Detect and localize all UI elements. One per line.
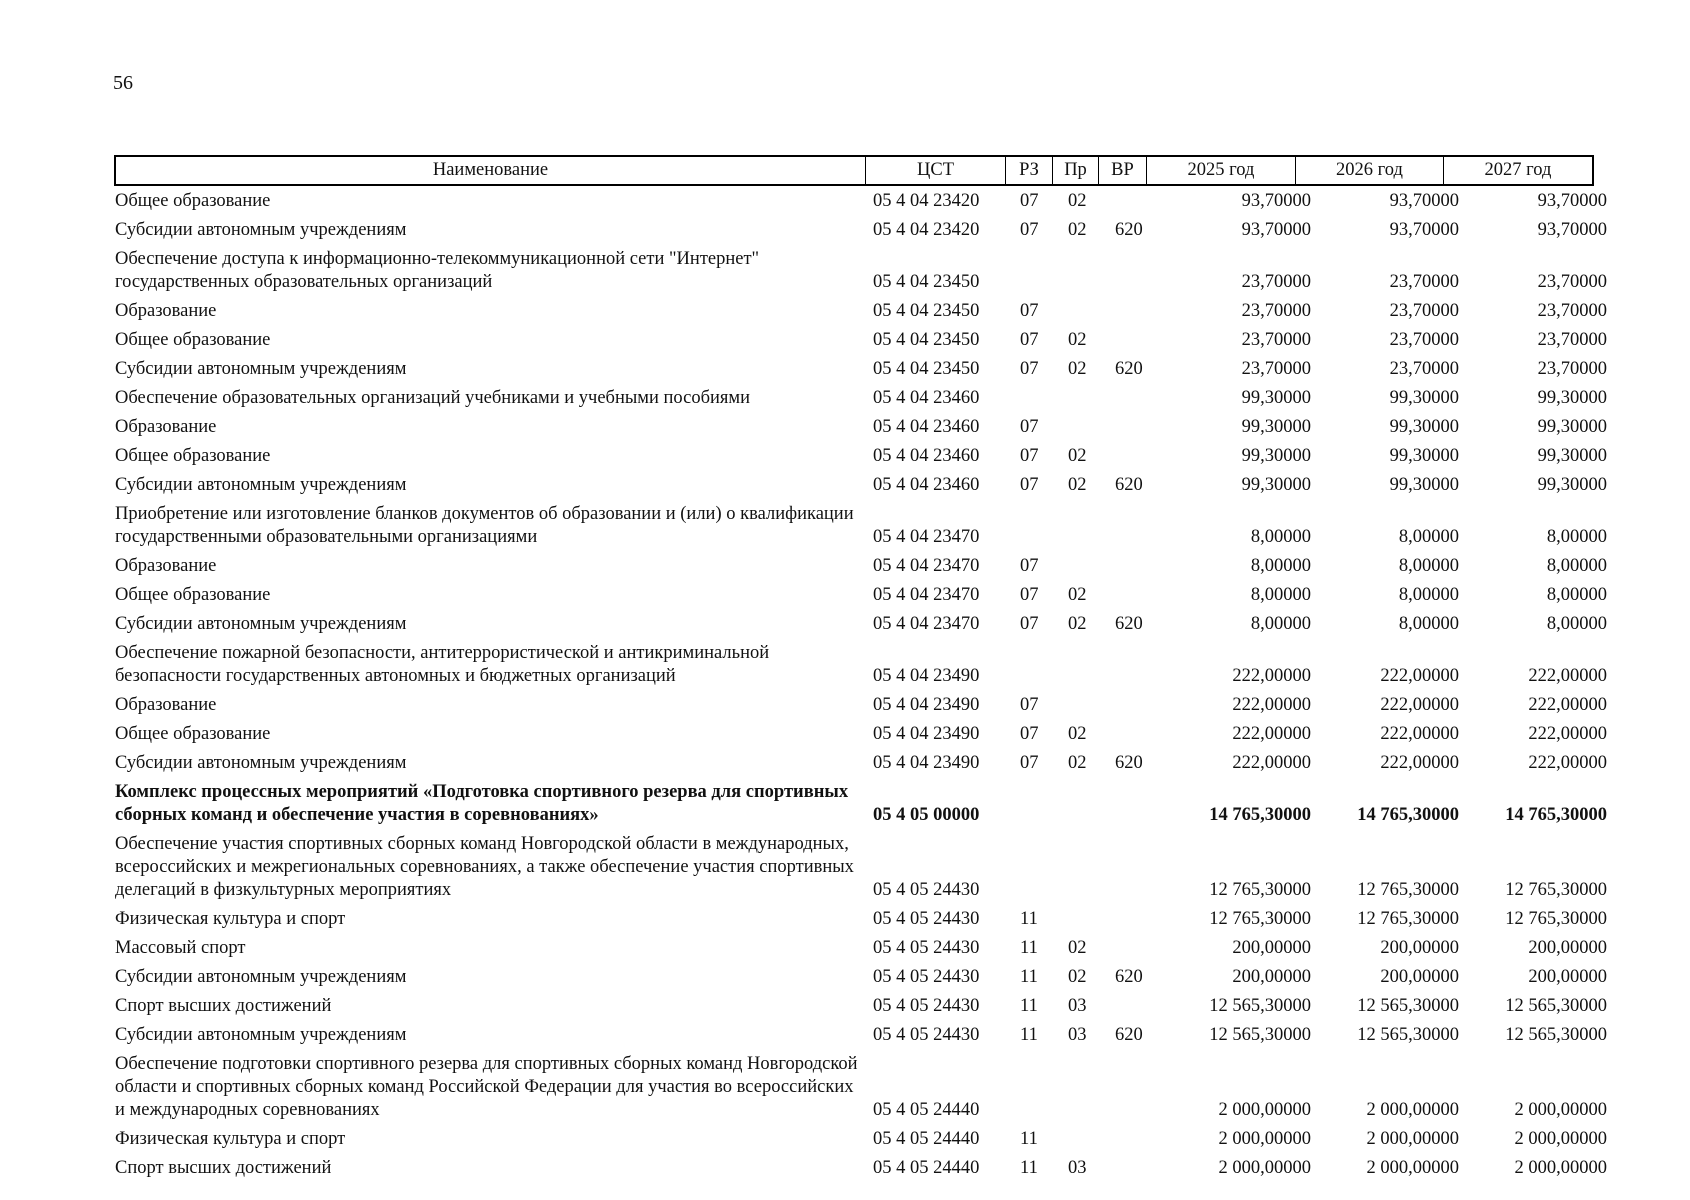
cell-cst: 05 4 04 23460 bbox=[873, 446, 980, 466]
cell-2027: 12 565,30000 bbox=[1505, 996, 1607, 1016]
table-row bbox=[115, 752, 1607, 781]
row-name: Массовый спорт bbox=[115, 938, 246, 958]
cell-cst: 05 4 05 24430 bbox=[873, 880, 980, 900]
cell-pr: 02 bbox=[1068, 938, 1087, 958]
cell-2027: 8,00000 bbox=[1546, 585, 1607, 605]
table-row bbox=[115, 190, 1607, 219]
cell-pr: 02 bbox=[1068, 359, 1087, 379]
cell-rz: 11 bbox=[1020, 1129, 1038, 1149]
cell-vr: 620 bbox=[1115, 614, 1143, 634]
cell-cst: 05 4 04 23450 bbox=[873, 272, 980, 292]
cell-cst: 05 4 04 23450 bbox=[873, 330, 980, 350]
cell-rz: 07 bbox=[1020, 220, 1039, 240]
row-name: Обеспечение участия спортивных сборных команд Новгородской области в международных, всероссийских и межрегиональных соревнованиях, а также обеспечение участия спортивных делегаций в физкультурных мероприятиях bbox=[115, 834, 854, 900]
row-name: Физическая культура и спорт bbox=[115, 1129, 346, 1149]
cell-pr: 03 bbox=[1068, 1025, 1087, 1045]
cell-2025: 8,00000 bbox=[1250, 614, 1311, 634]
header-name: Наименование bbox=[116, 157, 866, 185]
cell-rz: 07 bbox=[1020, 585, 1039, 605]
cell-2027: 200,00000 bbox=[1528, 967, 1607, 987]
row-name: Субсидии автономным учреждениям bbox=[115, 967, 407, 987]
cell-2026: 222,00000 bbox=[1380, 753, 1459, 773]
cell-2027: 23,70000 bbox=[1537, 330, 1607, 350]
header-2026: 2026 год bbox=[1296, 157, 1444, 185]
cell-2026: 8,00000 bbox=[1398, 527, 1459, 547]
cell-pr: 03 bbox=[1068, 1158, 1087, 1178]
row-name: Субсидии автономным учреждениям bbox=[115, 753, 407, 773]
cell-2026: 200,00000 bbox=[1380, 967, 1459, 987]
cell-2027: 14 765,30000 bbox=[1505, 805, 1607, 825]
cell-cst: 05 4 04 23460 bbox=[873, 388, 980, 408]
table-row bbox=[115, 995, 1607, 1024]
cell-pr: 02 bbox=[1068, 967, 1087, 987]
cell-pr: 02 bbox=[1068, 220, 1087, 240]
cell-cst: 05 4 04 23470 bbox=[873, 556, 980, 576]
cell-rz: 07 bbox=[1020, 556, 1039, 576]
cell-rz: 07 bbox=[1020, 724, 1039, 744]
cell-2026: 222,00000 bbox=[1380, 666, 1459, 686]
row-name: Образование bbox=[115, 301, 217, 321]
cell-cst: 05 4 05 24440 bbox=[873, 1129, 980, 1149]
cell-2027: 12 565,30000 bbox=[1505, 1025, 1607, 1045]
cell-2026: 99,30000 bbox=[1389, 446, 1459, 466]
cell-pr: 02 bbox=[1068, 475, 1087, 495]
cell-2025: 23,70000 bbox=[1241, 330, 1311, 350]
cell-2026: 222,00000 bbox=[1380, 695, 1459, 715]
row-name: Обеспечение подготовки спортивного резерва для спортивных сборных команд Новгородской области и спортивных сборных команд Российской Федерации для участия во всероссийских и международных соревнованиях bbox=[115, 1054, 858, 1120]
cell-2025: 23,70000 bbox=[1241, 272, 1311, 292]
table-row bbox=[115, 445, 1607, 474]
cell-vr: 620 bbox=[1115, 1025, 1143, 1045]
row-name: Субсидии автономным учреждениям bbox=[115, 220, 407, 240]
row-name: Спорт высших достижений bbox=[115, 996, 332, 1016]
cell-2025: 93,70000 bbox=[1241, 220, 1311, 240]
cell-2027: 8,00000 bbox=[1546, 614, 1607, 634]
table-row bbox=[115, 358, 1607, 387]
table-row bbox=[115, 1024, 1607, 1053]
table-row bbox=[115, 584, 1607, 613]
cell-2025: 2 000,00000 bbox=[1218, 1158, 1311, 1178]
cell-cst: 05 4 04 23460 bbox=[873, 417, 980, 437]
cell-2026: 8,00000 bbox=[1398, 585, 1459, 605]
cell-cst: 05 4 04 23420 bbox=[873, 191, 980, 211]
cell-cst: 05 4 05 24430 bbox=[873, 909, 980, 929]
cell-cst: 05 4 04 23470 bbox=[873, 614, 980, 634]
cell-2026: 23,70000 bbox=[1389, 330, 1459, 350]
cell-2026: 2 000,00000 bbox=[1366, 1158, 1459, 1178]
cell-2025: 12 565,30000 bbox=[1209, 1025, 1311, 1045]
cell-2025: 8,00000 bbox=[1250, 585, 1311, 605]
cell-pr: 02 bbox=[1068, 585, 1087, 605]
cell-cst: 05 4 04 23490 bbox=[873, 666, 980, 686]
row-name: Общее образование bbox=[115, 724, 271, 744]
cell-2027: 99,30000 bbox=[1537, 388, 1607, 408]
cell-pr: 02 bbox=[1068, 446, 1087, 466]
table-row bbox=[115, 908, 1607, 937]
cell-2027: 2 000,00000 bbox=[1514, 1129, 1607, 1149]
cell-2025: 222,00000 bbox=[1232, 695, 1311, 715]
table-header bbox=[115, 156, 1593, 185]
cell-2026: 12 765,30000 bbox=[1357, 909, 1459, 929]
cell-cst: 05 4 05 24440 bbox=[873, 1100, 980, 1120]
cell-rz: 11 bbox=[1020, 1025, 1038, 1045]
cell-2026: 93,70000 bbox=[1389, 191, 1459, 211]
cell-rz: 07 bbox=[1020, 695, 1039, 715]
cell-2027: 12 765,30000 bbox=[1505, 880, 1607, 900]
cell-2026: 12 765,30000 bbox=[1357, 880, 1459, 900]
table-row bbox=[115, 937, 1607, 966]
cell-cst: 05 4 05 24430 bbox=[873, 996, 980, 1016]
cell-vr: 620 bbox=[1115, 475, 1143, 495]
cell-2026: 23,70000 bbox=[1389, 272, 1459, 292]
cell-rz: 07 bbox=[1020, 475, 1039, 495]
cell-rz: 11 bbox=[1020, 909, 1038, 929]
cell-rz: 07 bbox=[1020, 359, 1039, 379]
cell-vr: 620 bbox=[1115, 220, 1143, 240]
cell-2027: 200,00000 bbox=[1528, 938, 1607, 958]
table-row bbox=[115, 416, 1607, 445]
cell-2026: 2 000,00000 bbox=[1366, 1129, 1459, 1149]
header-2027: 2027 год bbox=[1444, 157, 1593, 185]
row-name: Обеспечение доступа к информационно-телекоммуникационной сети "Интернет" государственных образовательных организаций bbox=[115, 249, 760, 292]
table-row bbox=[115, 219, 1607, 248]
cell-2026: 12 565,30000 bbox=[1357, 996, 1459, 1016]
table-row bbox=[115, 833, 1607, 908]
header-2025: 2025 год bbox=[1147, 157, 1296, 185]
row-name: Обеспечение образовательных организаций учебниками и учебными пособиями bbox=[115, 388, 751, 408]
cell-2027: 93,70000 bbox=[1537, 220, 1607, 240]
cell-2027: 23,70000 bbox=[1537, 272, 1607, 292]
cell-2025: 99,30000 bbox=[1241, 417, 1311, 437]
table-row bbox=[115, 329, 1607, 358]
cell-2025: 99,30000 bbox=[1241, 475, 1311, 495]
cell-2025: 12 565,30000 bbox=[1209, 996, 1311, 1016]
cell-2025: 12 765,30000 bbox=[1209, 880, 1311, 900]
cell-2026: 222,00000 bbox=[1380, 724, 1459, 744]
cell-cst: 05 4 04 23490 bbox=[873, 695, 980, 715]
cell-rz: 07 bbox=[1020, 753, 1039, 773]
cell-2025: 8,00000 bbox=[1250, 556, 1311, 576]
row-name: Субсидии автономным учреждениям bbox=[115, 475, 407, 495]
cell-2025: 12 765,30000 bbox=[1209, 909, 1311, 929]
table-row bbox=[115, 781, 1607, 833]
cell-cst: 05 4 04 23450 bbox=[873, 301, 980, 321]
cell-pr: 02 bbox=[1068, 330, 1087, 350]
cell-2026: 200,00000 bbox=[1380, 938, 1459, 958]
row-name: Образование bbox=[115, 695, 217, 715]
cell-2025: 200,00000 bbox=[1232, 967, 1311, 987]
cell-pr: 03 bbox=[1068, 996, 1087, 1016]
cell-2025: 99,30000 bbox=[1241, 446, 1311, 466]
cell-2025: 93,70000 bbox=[1241, 191, 1311, 211]
cell-pr: 02 bbox=[1068, 191, 1087, 211]
header-cst: ЦСТ bbox=[866, 157, 1006, 185]
cell-2026: 8,00000 bbox=[1398, 614, 1459, 634]
table-row bbox=[115, 966, 1607, 995]
cell-2025: 23,70000 bbox=[1241, 359, 1311, 379]
cell-rz: 11 bbox=[1020, 938, 1038, 958]
row-name: Комплекс процессных мероприятий «Подготовка спортивного резерва для спортивных сборных команд и обеспечение участия в соревнованиях» bbox=[115, 782, 849, 825]
cell-2027: 222,00000 bbox=[1528, 753, 1607, 773]
cell-2025: 23,70000 bbox=[1241, 301, 1311, 321]
cell-2027: 99,30000 bbox=[1537, 446, 1607, 466]
row-name: Общее образование bbox=[115, 585, 271, 605]
cell-cst: 05 4 05 24430 bbox=[873, 1025, 980, 1045]
cell-2025: 222,00000 bbox=[1232, 753, 1311, 773]
row-name: Приобретение или изготовление бланков документов об образовании и (или) о квалификации государственными образовательными организациями bbox=[115, 504, 854, 547]
cell-rz: 07 bbox=[1020, 301, 1039, 321]
table-row bbox=[115, 503, 1607, 555]
cell-rz: 11 bbox=[1020, 1158, 1038, 1178]
cell-cst: 05 4 04 23450 bbox=[873, 359, 980, 379]
row-name: Образование bbox=[115, 417, 217, 437]
cell-cst: 05 4 05 00000 bbox=[873, 805, 980, 825]
cell-2027: 99,30000 bbox=[1537, 475, 1607, 495]
cell-2025: 2 000,00000 bbox=[1218, 1100, 1311, 1120]
cell-2027: 12 765,30000 bbox=[1505, 909, 1607, 929]
cell-rz: 11 bbox=[1020, 967, 1038, 987]
cell-2025: 8,00000 bbox=[1250, 527, 1311, 547]
cell-vr: 620 bbox=[1115, 967, 1143, 987]
table-row bbox=[115, 613, 1607, 642]
cell-cst: 05 4 05 24430 bbox=[873, 967, 980, 987]
cell-vr: 620 bbox=[1115, 359, 1143, 379]
row-name: Общее образование bbox=[115, 330, 271, 350]
cell-cst: 05 4 04 23490 bbox=[873, 724, 980, 744]
table-row bbox=[115, 555, 1607, 584]
table-row bbox=[115, 642, 1607, 694]
cell-pr: 02 bbox=[1068, 724, 1087, 744]
header-vr: ВР bbox=[1099, 157, 1147, 185]
cell-2026: 14 765,30000 bbox=[1357, 805, 1459, 825]
cell-2027: 2 000,00000 bbox=[1514, 1158, 1607, 1178]
row-name: Спорт высших достижений bbox=[115, 1158, 332, 1178]
cell-vr: 620 bbox=[1115, 753, 1143, 773]
table-row bbox=[115, 1053, 1607, 1128]
cell-2026: 2 000,00000 bbox=[1366, 1100, 1459, 1120]
row-name: Общее образование bbox=[115, 446, 271, 466]
cell-rz: 07 bbox=[1020, 446, 1039, 466]
row-name: Субсидии автономным учреждениям bbox=[115, 1025, 407, 1045]
cell-2026: 93,70000 bbox=[1389, 220, 1459, 240]
cell-2027: 222,00000 bbox=[1528, 724, 1607, 744]
row-name: Физическая культура и спорт bbox=[115, 909, 346, 929]
cell-cst: 05 4 04 23460 bbox=[873, 475, 980, 495]
cell-cst: 05 4 04 23470 bbox=[873, 585, 980, 605]
table-body bbox=[115, 190, 1607, 1186]
cell-2026: 99,30000 bbox=[1389, 475, 1459, 495]
cell-2027: 93,70000 bbox=[1537, 191, 1607, 211]
row-name: Общее образование bbox=[115, 191, 271, 211]
cell-2027: 8,00000 bbox=[1546, 527, 1607, 547]
header-rz: РЗ bbox=[1006, 157, 1053, 185]
cell-cst: 05 4 04 23470 bbox=[873, 527, 980, 547]
cell-2026: 23,70000 bbox=[1389, 301, 1459, 321]
cell-2027: 2 000,00000 bbox=[1514, 1100, 1607, 1120]
cell-rz: 07 bbox=[1020, 417, 1039, 437]
page-number: 56 bbox=[113, 72, 133, 94]
row-name: Образование bbox=[115, 556, 217, 576]
cell-cst: 05 4 04 23490 bbox=[873, 753, 980, 773]
cell-cst: 05 4 04 23420 bbox=[873, 220, 980, 240]
table-row bbox=[115, 248, 1607, 300]
cell-2025: 222,00000 bbox=[1232, 724, 1311, 744]
cell-2027: 8,00000 bbox=[1546, 556, 1607, 576]
cell-2027: 99,30000 bbox=[1537, 417, 1607, 437]
row-name: Субсидии автономным учреждениям bbox=[115, 359, 407, 379]
cell-pr: 02 bbox=[1068, 614, 1087, 634]
table-row bbox=[115, 474, 1607, 503]
cell-2025: 2 000,00000 bbox=[1218, 1129, 1311, 1149]
cell-rz: 07 bbox=[1020, 330, 1039, 350]
cell-2027: 23,70000 bbox=[1537, 301, 1607, 321]
cell-pr: 02 bbox=[1068, 753, 1087, 773]
cell-2025: 14 765,30000 bbox=[1209, 805, 1311, 825]
cell-rz: 11 bbox=[1020, 996, 1038, 1016]
cell-2026: 99,30000 bbox=[1389, 417, 1459, 437]
table-row bbox=[115, 1128, 1607, 1157]
table-row bbox=[115, 694, 1607, 723]
cell-2027: 222,00000 bbox=[1528, 666, 1607, 686]
cell-2026: 8,00000 bbox=[1398, 556, 1459, 576]
cell-2025: 99,30000 bbox=[1241, 388, 1311, 408]
cell-2026: 23,70000 bbox=[1389, 359, 1459, 379]
cell-cst: 05 4 05 24430 bbox=[873, 938, 980, 958]
cell-rz: 07 bbox=[1020, 191, 1039, 211]
table-row bbox=[115, 723, 1607, 752]
table-row bbox=[115, 300, 1607, 329]
cell-2026: 12 565,30000 bbox=[1357, 1025, 1459, 1045]
row-name: Субсидии автономным учреждениям bbox=[115, 614, 407, 634]
cell-2027: 23,70000 bbox=[1537, 359, 1607, 379]
table-row bbox=[115, 387, 1607, 416]
cell-2027: 222,00000 bbox=[1528, 695, 1607, 715]
cell-cst: 05 4 05 24440 bbox=[873, 1158, 980, 1178]
table-row bbox=[115, 1157, 1607, 1186]
cell-rz: 07 bbox=[1020, 614, 1039, 634]
cell-2025: 200,00000 bbox=[1232, 938, 1311, 958]
cell-2025: 222,00000 bbox=[1232, 666, 1311, 686]
row-name: Обеспечение пожарной безопасности, антитеррористической и антикриминальной безопасности государственных автономных и бюджетных организаций bbox=[115, 643, 770, 686]
header-pr: Пр bbox=[1053, 157, 1099, 185]
cell-2026: 99,30000 bbox=[1389, 388, 1459, 408]
